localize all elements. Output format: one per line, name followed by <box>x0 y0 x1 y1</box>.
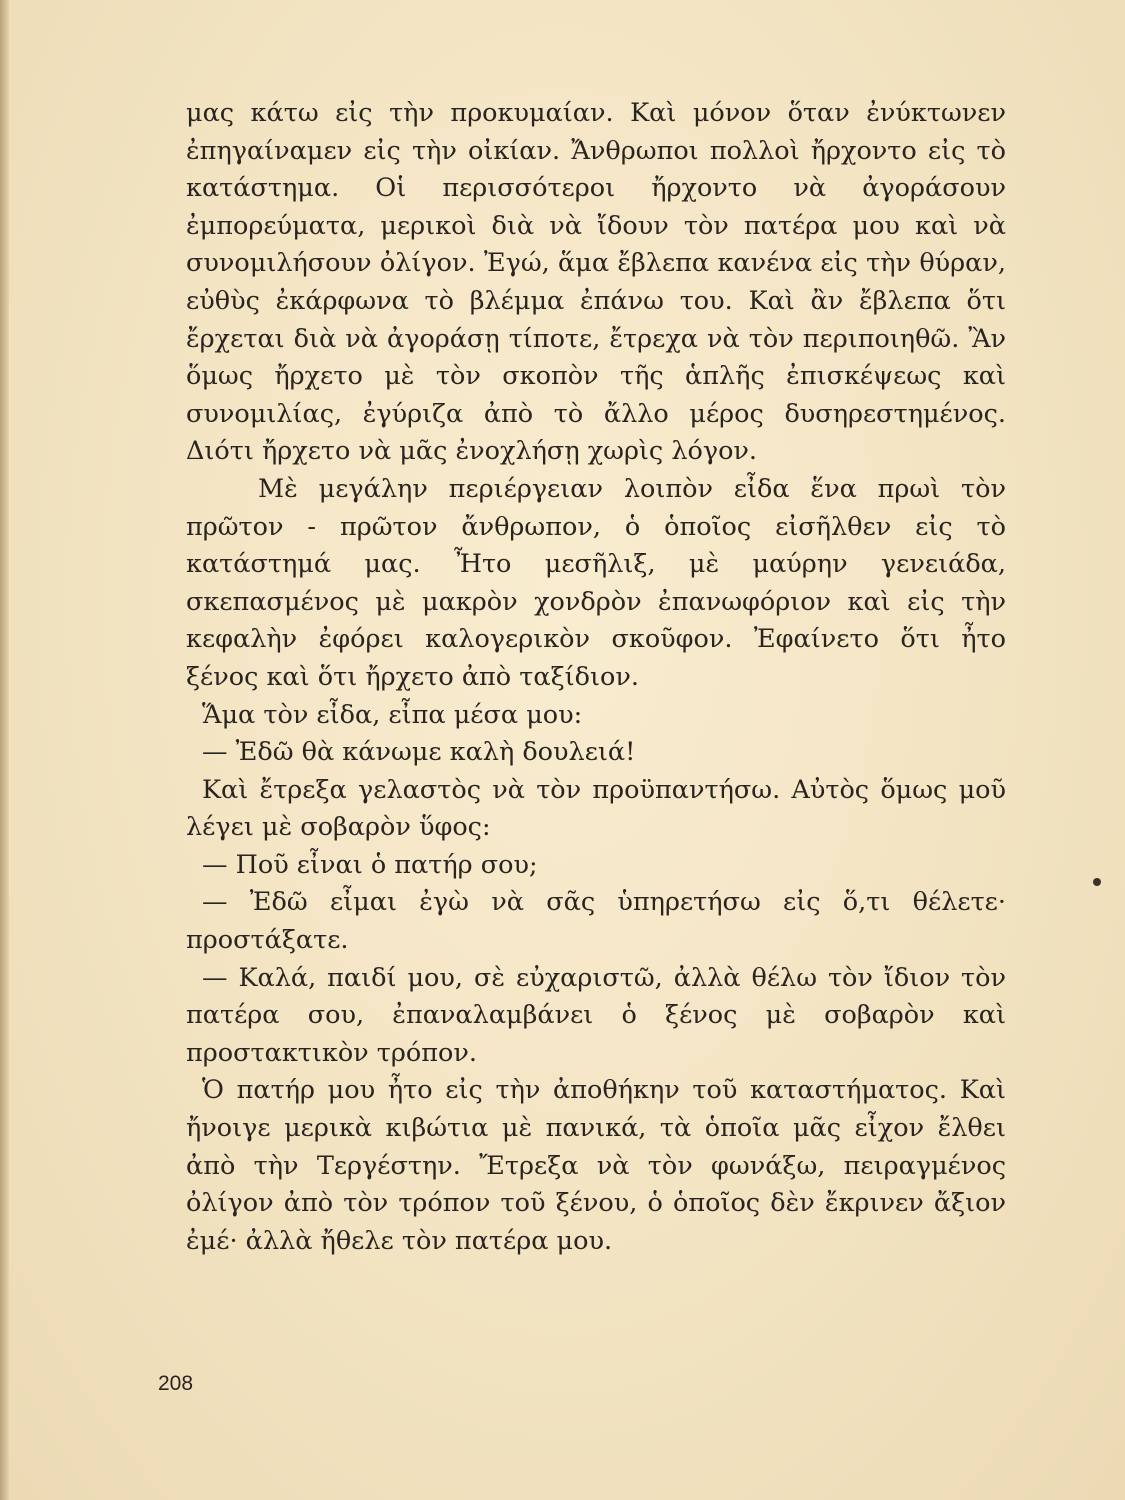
paragraph-stranger-arrives: Μὲ μεγάλην περιέργειαν λοιπὸν εἶδα ἕνα πρωὶ τὸν πρῶτον - πρῶτον ἄνθρωπον, ὁ ὁποῖος εἰσῆλθεν εἰς τὸ κατάστημά μας. Ἦτο μεσῆλιξ, μὲ μαύρην γενειάδα, σκεπασμένος μὲ μακρὸν χονδρὸν ἐπανωφόριον καὶ εἰς τὴν κεφαλὴν ἐφόρει καλογερικὸν σκοῦφον. Ἐφαίνετο ὅτι ἦτο ξένος καὶ ὅτι ἤρχετο ἀπὸ ταξίδιον. <box>186 473 1006 692</box>
dialog-line-at-your-service: — Ἐδῶ εἶμαι ἐγὼ νὰ σᾶς ὑπηρετήσω εἰς ὅ,τι θέλετε· προστάξατε. <box>186 887 1006 956</box>
page-number: 208 <box>158 1372 194 1395</box>
paragraph-continuation: μας κάτω εἰς τὴν προκυμαίαν. Καὶ μόνον ὅταν ἐνύκτωνεν ἐπηγαίναμεν εἰς τὴν οἰκίαν. Ἄνθρωποι πολλοὶ ἤρχοντο εἰς τὸ κατάστημα. Οἱ περισσότεροι ἤρχοντο νὰ ἀγοράσουν ἐμπορεύματα, μερικοὶ διὰ νὰ ἴδουν τὸν πατέρα μου καὶ νὰ συνομιλήσουν ὀλίγον. Ἐγώ, ἅμα ἔβλεπα κανένα εἰς τὴν θύραν, εὐθὺς ἐκάρφωνα τὸ βλέμμα ἐπάνω του. Καὶ ἂν ἔβλεπα ὅτι ἔρχεται διὰ νὰ ἀγοράσῃ τίποτε, ἔτρεχα νὰ τὸν περιποιηθῶ. Ἂν ὅμως ἤρχετο μὲ τὸν σκοπὸν τῆς ἁπλῆς ἐπισκέψεως καὶ συνομιλίας, ἐγύριζα ἀπὸ τὸ ἄλλο μέρος δυσηρεστημένος. Διότι ἤρχετο νὰ μᾶς ἐνοχλήσῃ χωρὶς λόγον. <box>186 98 1006 467</box>
body-text <box>186 95 1006 1260</box>
dialog-line-want-father: — Καλά, παιδί μου, σὲ εὐχαριστῶ, ἀλλὰ θέλω τὸν ἴδιον τὸν πατέρα σου, ἐπαναλαμβάνει ὁ ξένος μὲ σοβαρὸν καὶ προστακτικὸν τρόπον. <box>186 962 1006 1068</box>
dialog-line-good-business: — Ἐδῶ θὰ κάνωμε καλὴ δουλειά! <box>202 737 636 768</box>
paragraph-narrator-thought: Ἅμα τὸν εἶδα, εἶπα μέσα μου: <box>202 699 583 730</box>
paragraph-runs-to-greet: Καὶ ἔτρεξα γελαστὸς νὰ τὸν προϋπαντήσω. Αὐτὸς ὅμως μοῦ λέγει μὲ σοβαρὸν ὕφος: <box>186 774 1006 843</box>
ink-speck <box>1093 878 1101 886</box>
paragraph-father-in-storehouse: Ὁ πατήρ μου ἦτο εἰς τὴν ἀποθήκην τοῦ καταστήματος. Καὶ ἤνοιγε μερικὰ κιβώτια μὲ πανικά, τὰ ὁποῖα μᾶς εἶχον ἔλθει ἀπὸ τὴν Τεργέστην. Ἔτρεξα νὰ τὸν φωνάξω, πειραγμένος ὀλίγον ἀπὸ τὸν τρόπον τοῦ ξένου, ὁ ὁποῖος δὲν ἔκρινεν ἄξιον ἐμέ· ἀλλὰ ἤθελε τὸν πατέρα μου. <box>186 1075 1006 1256</box>
page-spine-edge <box>0 0 9 1500</box>
dialog-line-where-father: — Ποῦ εἶναι ὁ πατήρ σου; <box>202 849 538 880</box>
